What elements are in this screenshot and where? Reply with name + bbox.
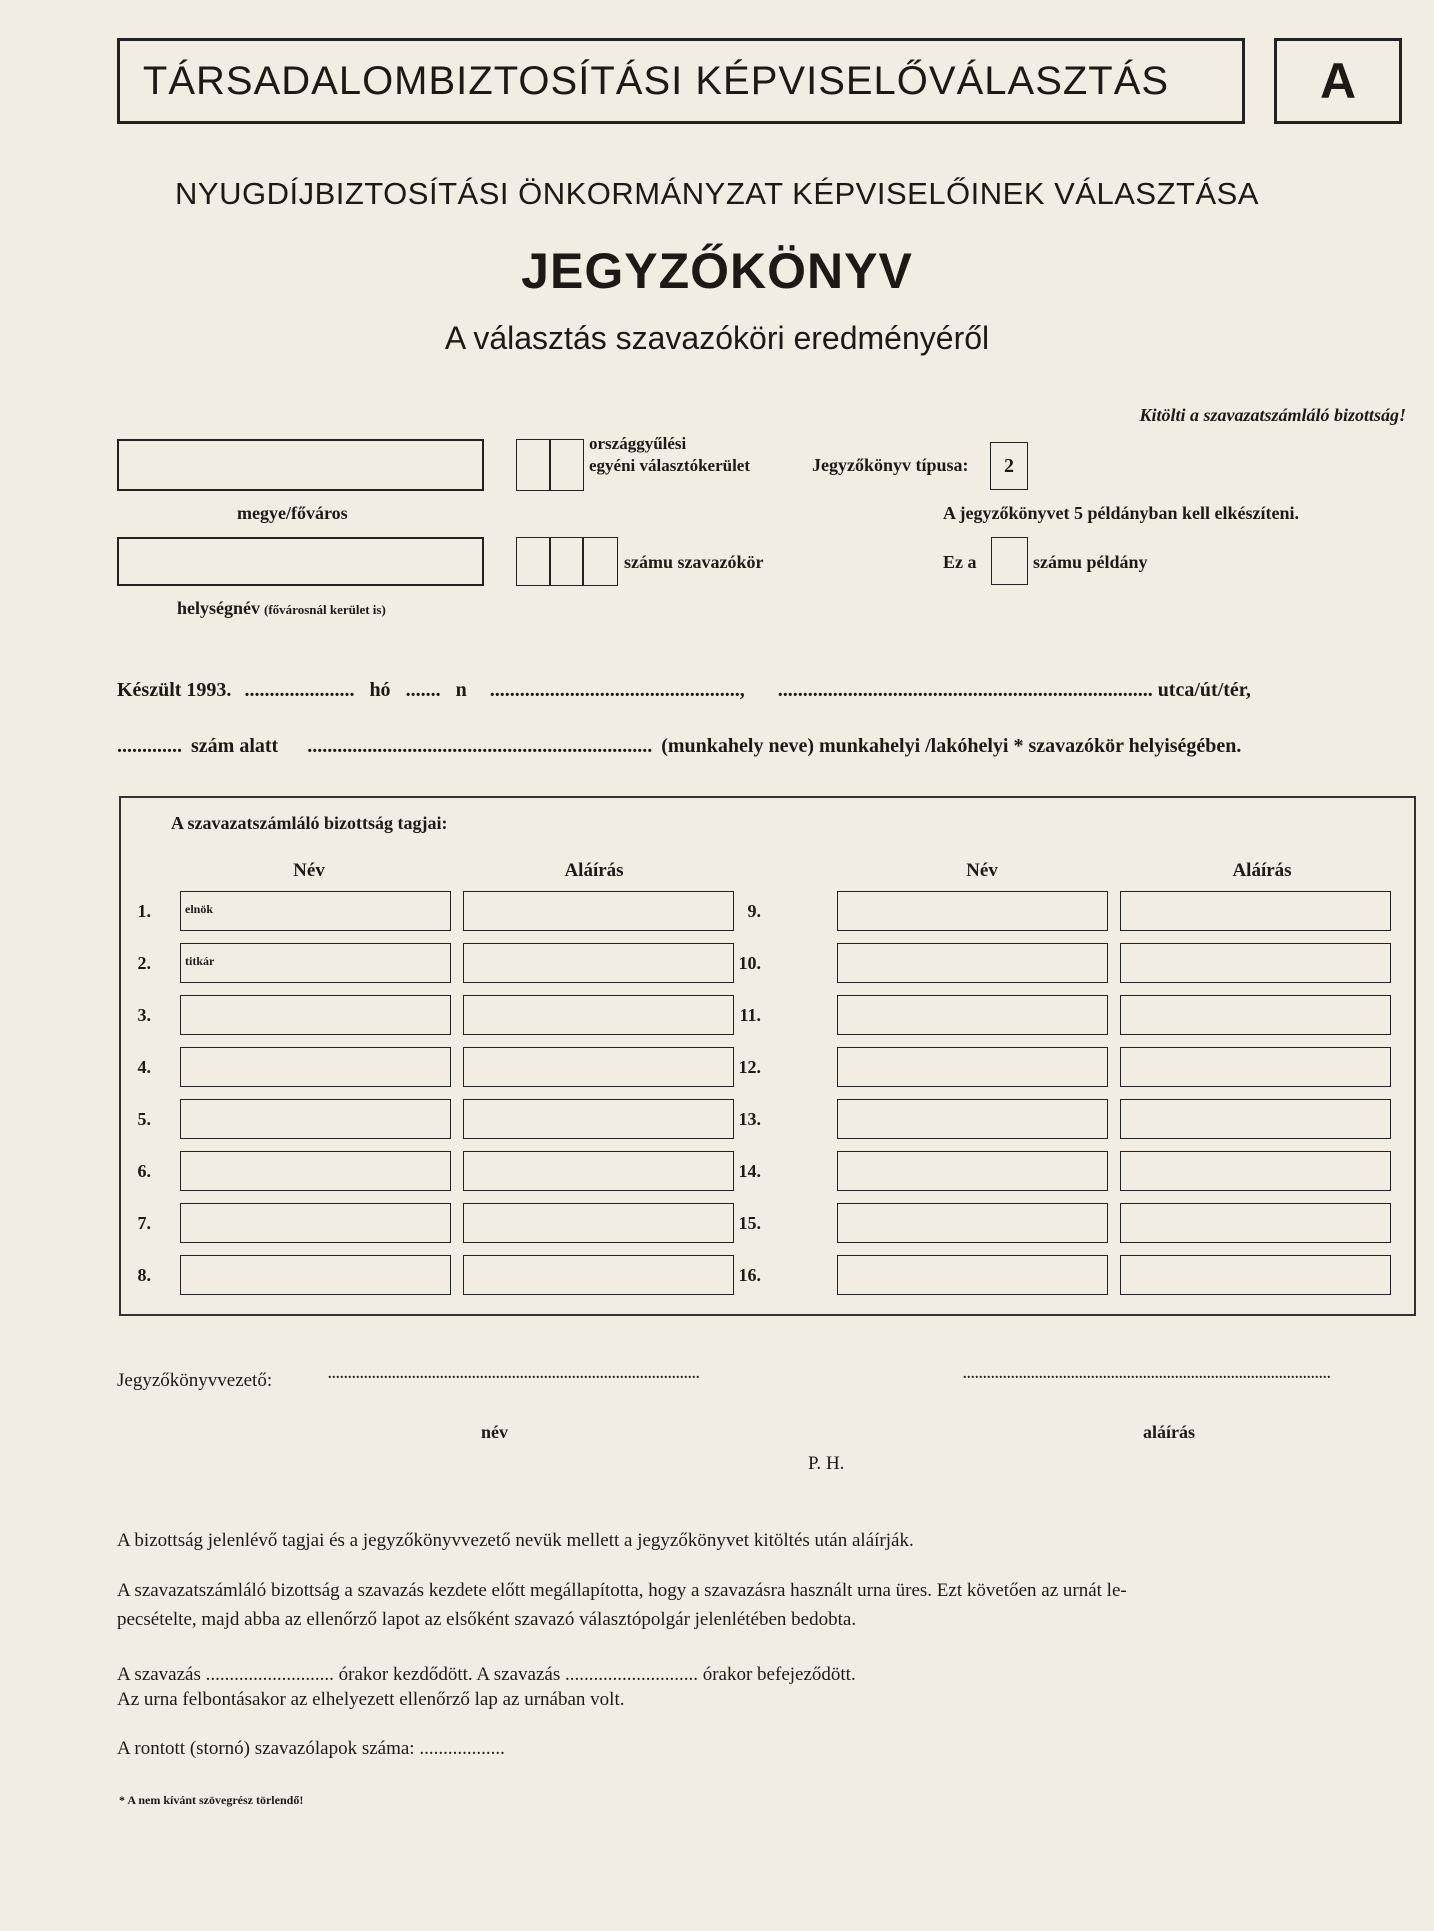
made-prefix: Készült 1993. <box>117 679 232 701</box>
member-signature-field[interactable] <box>463 995 734 1035</box>
workplace-dots[interactable]: ..................................................................... <box>307 735 653 757</box>
locality-field[interactable] <box>117 537 484 586</box>
document-subtitle: A választás szavazóköri eredményéről <box>444 320 990 356</box>
member-number: 2. <box>137 953 151 973</box>
precinct-digit-1[interactable] <box>516 537 551 586</box>
member-number: 9. <box>747 901 761 921</box>
recorder-sign-caption: aláírás <box>1143 1422 1195 1442</box>
member-number: 5. <box>137 1109 151 1129</box>
member-number: 6. <box>137 1161 151 1181</box>
member-number: 13. <box>738 1109 761 1129</box>
paragraph-urn-1: A szavazatszámláló bizottság a szavazás kezdete előtt megállapította, hogy a szavazásra használt urna üres. Ezt követően az urnát le- <box>117 1580 1127 1601</box>
county-label: megye/főváros <box>237 503 348 523</box>
member-name-field[interactable] <box>837 943 1108 983</box>
copy-number-box[interactable] <box>991 537 1028 585</box>
form-letter: A <box>1319 53 1357 109</box>
precinct-digit-3[interactable] <box>582 537 618 586</box>
recorder-name-dots[interactable]: ............................................................................................. <box>328 1367 700 1382</box>
paragraph-time: A szavazás ........................... órakor kezdődött. A szavazás ............................ órakor befejeződött. <box>117 1664 856 1685</box>
document-title: JEGYZŐKÖNYV <box>521 243 913 299</box>
member-name-field[interactable] <box>837 1151 1108 1191</box>
member-signature-field[interactable] <box>1120 943 1391 983</box>
member-name-field[interactable] <box>180 995 451 1035</box>
member-signature-field[interactable] <box>463 1151 734 1191</box>
made-place-dots[interactable]: .................................................., <box>489 679 745 701</box>
member-number: 11. <box>739 1005 761 1025</box>
member-number: 1. <box>137 901 151 921</box>
made-day: n <box>455 679 467 701</box>
member-signature-field[interactable] <box>1120 995 1391 1035</box>
copy-prefix: Ez a <box>943 552 977 572</box>
member-number: 14. <box>738 1161 761 1181</box>
district-digit-2[interactable] <box>549 439 584 491</box>
member-role: titkár <box>185 954 215 968</box>
district-label-1: országgyűlési <box>589 434 687 453</box>
member-signature-field[interactable] <box>1120 1203 1391 1243</box>
copies-note: A jegyzőkönyvet 5 példányban kell elkészíteni. <box>943 503 1300 523</box>
address-line <box>117 735 1241 758</box>
col-name-right: Név <box>966 860 998 881</box>
paragraph-signing: A bizottság jelenlévő tagjai és a jegyzőkönyvvezető nevük mellett a jegyzőkönyvet kitöltés után aláírják. <box>117 1530 914 1551</box>
member-signature-field[interactable] <box>463 1203 734 1243</box>
member-signature-field[interactable] <box>1120 1099 1391 1139</box>
member-name-field[interactable] <box>180 943 451 983</box>
member-name-field[interactable] <box>180 891 451 931</box>
member-name-field[interactable] <box>837 995 1108 1035</box>
instruction-note: Kitölti a szavazatszámláló bizottság! <box>1139 405 1406 425</box>
member-number: 8. <box>137 1265 151 1285</box>
protocol-type-box <box>990 442 1028 490</box>
precinct-digit-2[interactable] <box>549 537 584 586</box>
member-name-field[interactable] <box>180 1047 451 1087</box>
member-signature-field[interactable] <box>463 1099 734 1139</box>
recorder-name-caption: név <box>481 1422 508 1442</box>
member-signature-field[interactable] <box>1120 891 1391 931</box>
member-signature-field[interactable] <box>463 943 734 983</box>
member-signature-field[interactable] <box>463 891 734 931</box>
workplace-rest: (munkahely neve) munkahelyi /lakóhelyi * szavazókör helyiségében. <box>661 735 1242 757</box>
member-number: 12. <box>738 1057 761 1077</box>
member-number: 7. <box>137 1213 151 1233</box>
committee-heading: A szavazatszámláló bizottság tagjai: <box>171 813 448 833</box>
member-number: 10. <box>738 953 761 973</box>
title-box <box>117 38 1245 124</box>
form-letter-box <box>1274 38 1402 124</box>
member-signature-field[interactable] <box>463 1255 734 1295</box>
member-role: elnök <box>185 902 214 916</box>
member-signature-field[interactable] <box>1120 1151 1391 1191</box>
form-title: TÁRSADALOMBIZTOSÍTÁSI KÉPVISELŐVÁLASZTÁS <box>142 58 1170 103</box>
made-month: hó <box>369 679 391 701</box>
copy-suffix: számu példány <box>1033 552 1148 572</box>
member-number: 15. <box>738 1213 761 1233</box>
member-name-field[interactable] <box>180 1203 451 1243</box>
made-street: utca/út/tér, <box>1157 679 1251 701</box>
member-name-field[interactable] <box>837 1047 1108 1087</box>
paragraph-spoiled: A rontott (stornó) szavazólapok száma: .................. <box>117 1738 505 1759</box>
recorder-label: Jegyzőkönyvvezető: <box>117 1370 273 1391</box>
protocol-type-value: 2 <box>1004 454 1014 477</box>
recorder-sign-dots[interactable]: ............................................................................................ <box>963 1367 1331 1382</box>
member-signature-field[interactable] <box>463 1047 734 1087</box>
member-number: 3. <box>137 1005 151 1025</box>
committee-members-box <box>119 796 1416 1316</box>
made-street-dots[interactable]: ........................................................................... <box>777 679 1153 701</box>
address-number-dots[interactable]: ............. <box>117 735 182 757</box>
member-name-field[interactable] <box>837 1203 1108 1243</box>
locality-label: helységnév <box>177 598 260 618</box>
protocol-type-label: Jegyzőkönyv típusa: <box>812 455 969 475</box>
county-field[interactable] <box>117 439 484 491</box>
paragraph-urn-2: pecsételte, majd abba az ellenőrző lapot az elsőként szavazó választópolgár jelenlétében bedobta. <box>117 1609 857 1630</box>
made-date-dots[interactable]: ...................... <box>244 679 355 701</box>
made-day-dots[interactable]: ....... <box>405 679 441 701</box>
footnote: * A nem kívánt szövegrész törlendő! <box>119 1793 304 1807</box>
heading-line1: NYUGDÍJBIZTOSÍTÁSI ÖNKORMÁNYZAT KÉPVISELŐINEK VÁLASZTÁSA <box>175 176 1259 211</box>
col-sign-left: Aláírás <box>564 860 624 881</box>
member-signature-field[interactable] <box>1120 1047 1391 1087</box>
member-number: 4. <box>137 1057 151 1077</box>
member-name-field[interactable] <box>180 1151 451 1191</box>
member-name-field[interactable] <box>837 1255 1108 1295</box>
locality-note: (fővárosnál kerület is) <box>264 602 386 617</box>
district-label-2: egyéni választókerület <box>589 456 750 475</box>
precinct-label: számu szavazókör <box>624 552 764 572</box>
member-name-field[interactable] <box>837 891 1108 931</box>
district-digit-1[interactable] <box>516 439 551 491</box>
address-number-label: szám alatt <box>191 735 279 757</box>
paragraph-control: Az urna felbontásakor az elhelyezett ellenőrző lap az urnában volt. <box>117 1689 625 1710</box>
seal-mark: P. H. <box>808 1453 845 1474</box>
member-name-field[interactable] <box>837 1099 1108 1139</box>
member-number: 16. <box>738 1265 761 1285</box>
member-name-field[interactable] <box>180 1255 451 1295</box>
made-line <box>117 679 1251 702</box>
locality-label-row <box>177 598 386 619</box>
col-sign-right: Aláírás <box>1232 860 1292 881</box>
member-name-field[interactable] <box>180 1099 451 1139</box>
col-name-left: Név <box>293 860 325 881</box>
member-signature-field[interactable] <box>1120 1255 1391 1295</box>
